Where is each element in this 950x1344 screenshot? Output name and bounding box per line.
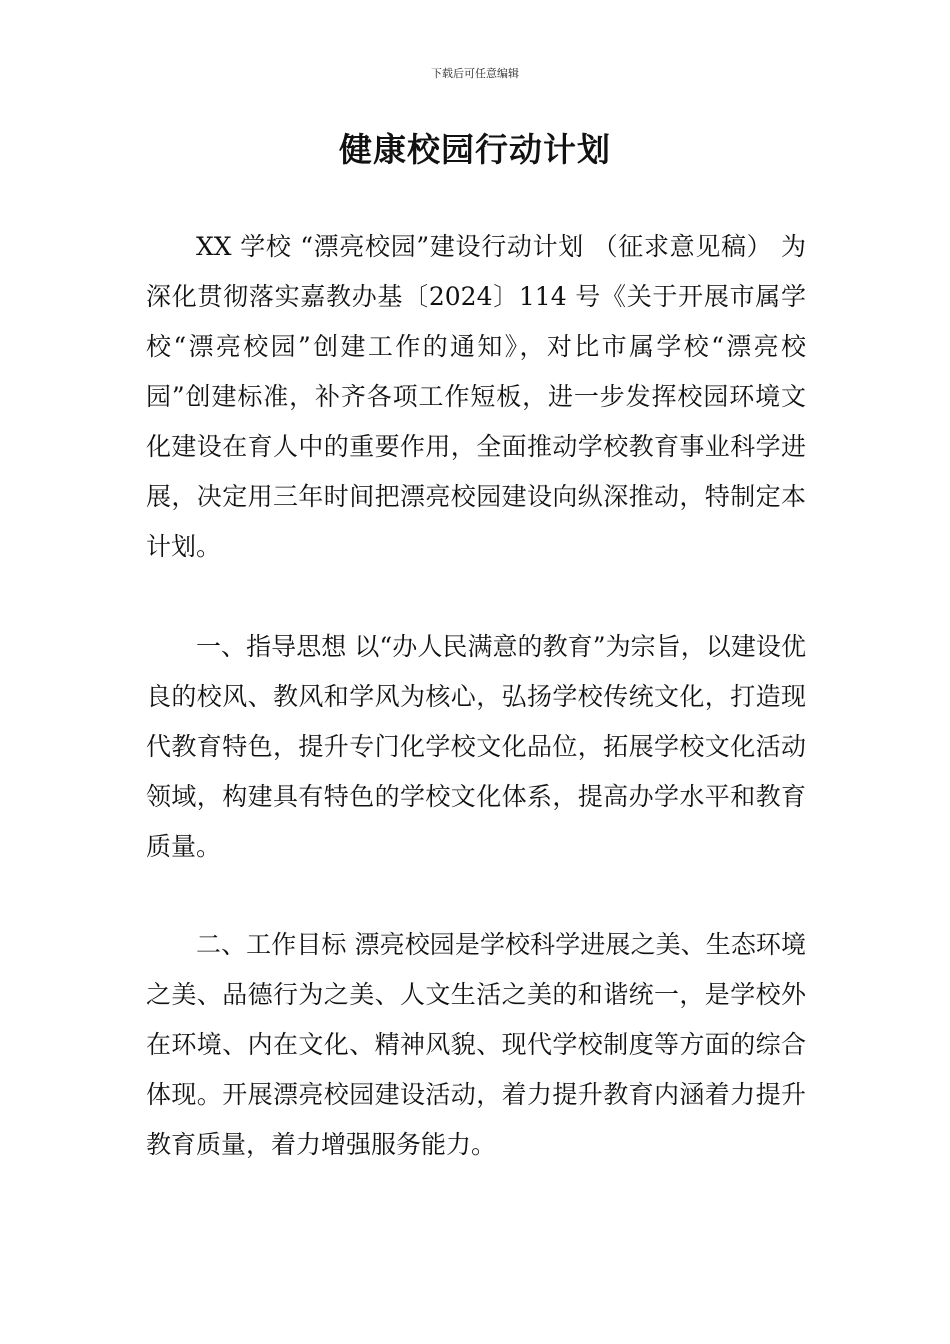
- paragraph-work-goals: 二、工作目标 漂亮校园是学校科学进展之美、生态环境之美、品德行为之美、人文生活之美的和谐统一，是学校外在环境、内在文化、精神风貌、现代学校制度等方面的综合体现。开展漂亮校园建设活动，着力提升教育内涵着力提升教育质量，着力增强服务能力。: [146, 930, 806, 1159]
- header-note: 下载后可任意编辑: [431, 67, 519, 80]
- paragraph-intro: XX 学校 “漂亮校园”建设行动计划 （征求意见稿） 为深化贯彻落实嘉教办基〔2024〕114 号《关于开展市属学校“漂亮校园”创建工作的通知》，对比市属学校“漂亮校园”创建标准，补齐各项工作短板，进一步发挥校园环境文化建设在育人中的重要作用，全面推动学校教育事业科学进展，决定用三年时间把漂亮校园建设向纵深推动，特制定本计划。: [146, 232, 806, 561]
- document-title: 健康校园行动计划: [339, 130, 611, 169]
- paragraph-guiding-ideology: 一、指导思想 以“办人民满意的教育”为宗旨，以建设优良的校风、教风和学风为核心，弘扬学校传统文化，打造现代教育特色，提升专门化学校文化品位，拓展学校文化活动领域，构建具有特色的学校文化体系，提高办学水平和教育质量。: [146, 632, 806, 861]
